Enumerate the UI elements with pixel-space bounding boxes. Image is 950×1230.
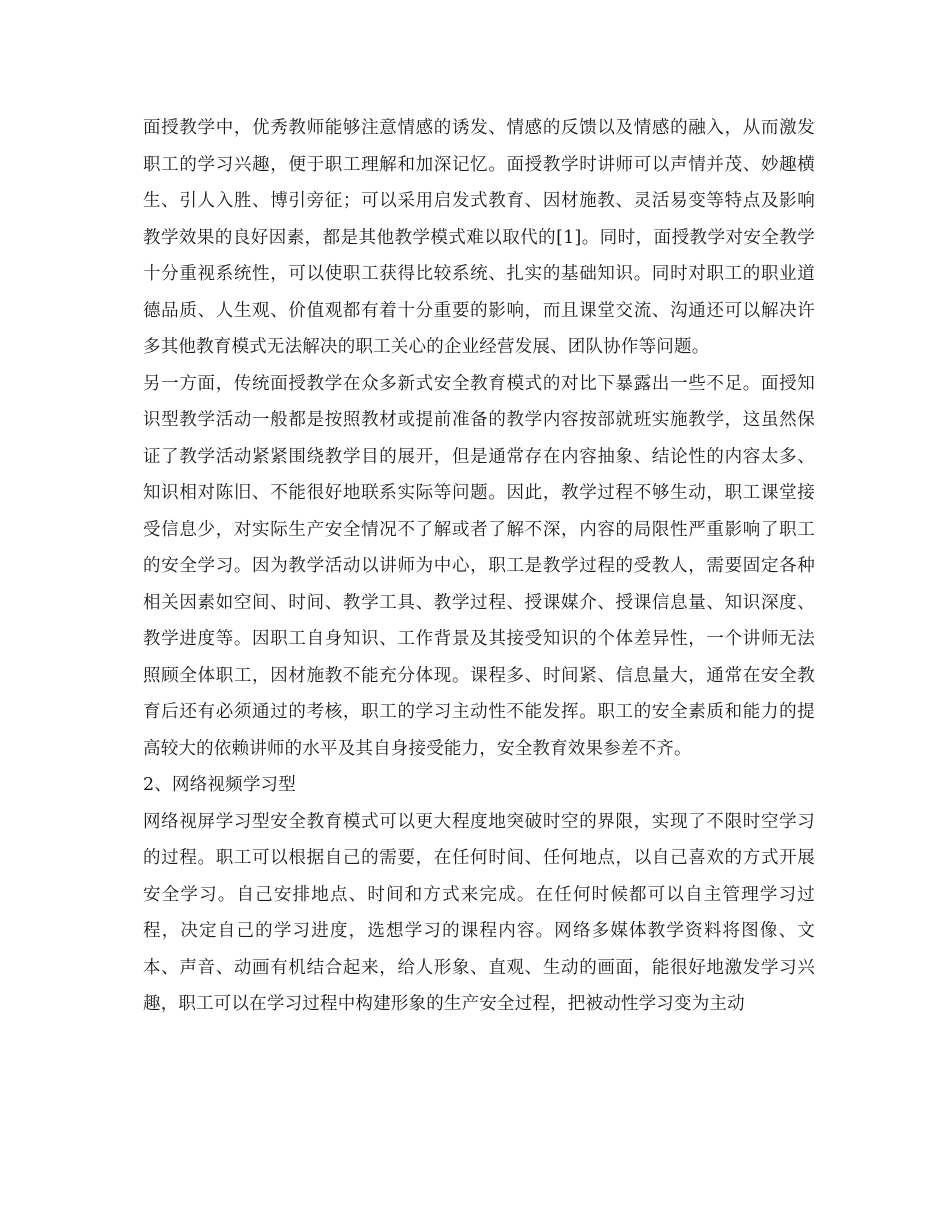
paragraph-network-video-learning: 网络视屏学习型安全教育模式可以更大程度地突破时空的界限，实现了不限时空学习的过程。职工可以根据自己的需要，在任何时间、任何地点，以自己喜欢的方式开展安全学习。自己安排地点、时间和方式来完成。在任何时候都可以自主管理学习过程，决定自己的学习进度，选想学习的课程内容。网络多媒体教学资料将图像、文本、声音、动画有机结合起来，给人形象、直观、生动的画面，能很好地激发学习兴趣，职工可以在学习过程中构建形象的生产安全过程，把被动性学习变为主动 [143, 811, 815, 1014]
document-body [143, 110, 815, 1023]
section-heading-network-video: 2、网络视频学习型 [143, 775, 296, 795]
paragraph-face-teaching-shortcomings: 另一方面，传统面授教学在众多新式安全教育模式的对比下暴露出一些不足。面授知识型教学活动一般都是按照教材或提前准备的教学内容按部就班实施教学，这虽然保证了教学活动紧紧围绕教学目的展开，但是通常存在内容抽象、结论性的内容太多、知识相对陈旧、不能很好地联系实际等问题。因此，教学过程不够生动，职工课堂接受信息少，对实际生产安全情况不了解或者了解不深，内容的局限性严重影响了职工的安全学习。因为教学活动以讲师为中心，职工是教学过程的受教人，需要固定各种相关因素如空间、时间、教学工具、教学过程、授课媒介、授课信息量、知识深度、教学进度等。因职工自身知识、工作背景及其接受知识的个体差异性，一个讲师无法照顾全体职工，因材施教不能充分体现。课程多、时间紧、信息量大，通常在安全教育后还有必须通过的考核，职工的学习主动性不能发挥。职工的安全素质和能力的提高较大的依赖讲师的水平及其自身接受能力，安全教育效果参差不齐。 [143, 373, 815, 759]
paragraph-face-teaching-advantages: 面授教学中，优秀教师能够注意情感的诱发、情感的反馈以及情感的融入，从而激发职工的学习兴趣，便于职工理解和加深记忆。面授教学时讲师可以声情并茂、妙趣横生、引人入胜、博引旁征；可以采用启发式教育、因材施教、灵活易变等特点及影响教学效果的良好因素，都是其他教学模式难以取代的[1]。同时，面授教学对安全教学十分重视系统性，可以使职工获得比较系统、扎实的基础知识。同时对职工的职业道德品质、人生观、价值观都有着十分重要的影响，而且课堂交流、沟通还可以解决许多其他教育模式无法解决的职工关心的企业经营发展、团队协作等问题。 [143, 118, 815, 357]
